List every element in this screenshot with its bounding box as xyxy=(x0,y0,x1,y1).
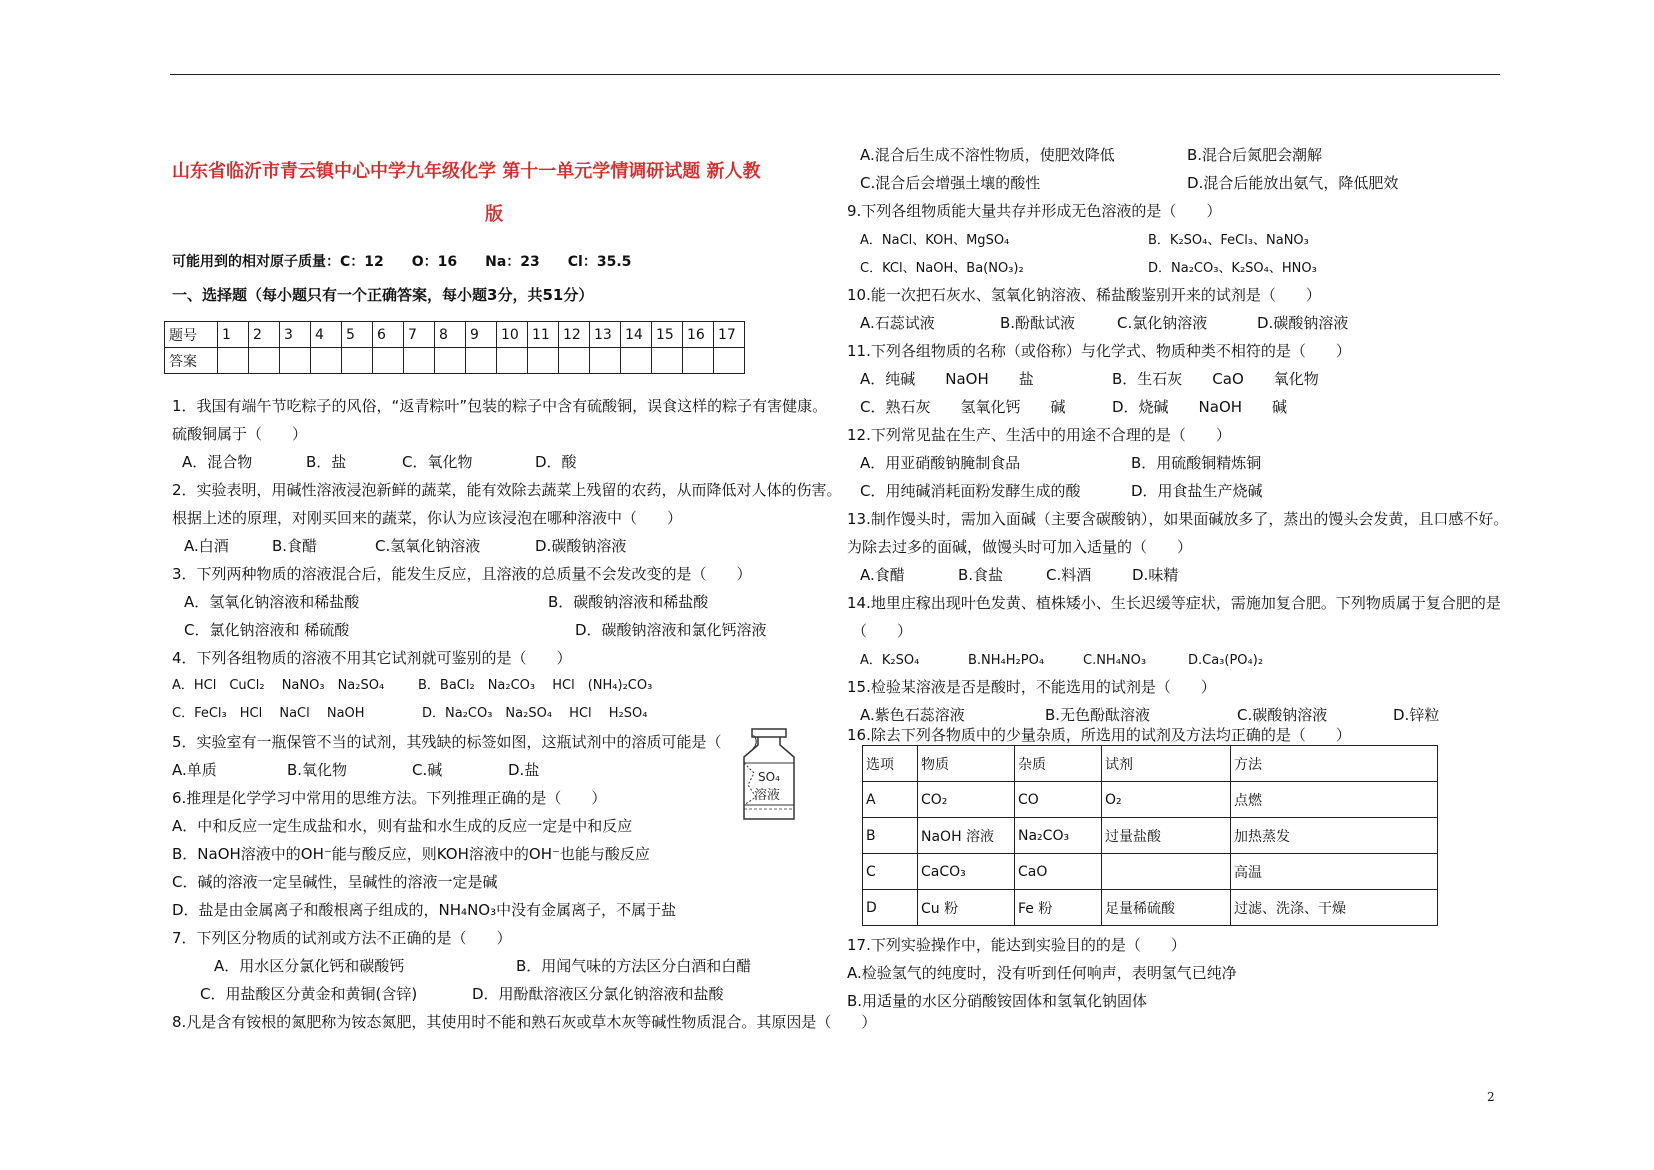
section-heading: 一、选择题（每小题只有一个正确答案，每小题3分，共51分） xyxy=(172,286,594,304)
question-10: 10.能一次把石灰水、氢氧化钠溶液、稀盐酸鉴别开来的试剂是（ ） xyxy=(847,286,1321,304)
option: A．K₂SO₄ xyxy=(860,653,920,668)
option: A.石蕊试液 xyxy=(860,314,935,332)
table-header-cell: 杂质 xyxy=(1015,746,1102,782)
question-2: 2．实验表明，用碱性溶液浸泡新鲜的蔬菜，能有效除去蔬菜上残留的农药，从而降低对人体的伤害。 xyxy=(172,481,842,499)
table-cell: Cu 粉 xyxy=(918,890,1015,926)
option: B.酚酞试液 xyxy=(1000,314,1076,332)
answer-table xyxy=(164,321,745,374)
option: B.氧化物 xyxy=(287,761,348,779)
table-row xyxy=(863,854,1438,890)
answer-cell[interactable] xyxy=(714,348,745,374)
header-rule xyxy=(170,74,1500,75)
page-title-cont: 版 xyxy=(485,204,503,225)
answer-cell[interactable] xyxy=(373,348,404,374)
table-cell: 高温 xyxy=(1231,854,1438,890)
option: D．用食盐生产烧碱 xyxy=(1131,482,1263,500)
question-13: 13.制作馒头时，需加入面碱（主要含碳酸钠），如果面碱放多了，蒸出的馒头会发黄，且口感不好。 xyxy=(847,510,1509,528)
table-cell: 过量盐酸 xyxy=(1102,818,1231,854)
q-number: 11 xyxy=(528,322,559,348)
table-cell: 加热蒸发 xyxy=(1231,818,1438,854)
option: A．纯碱 NaOH 盐 xyxy=(860,370,1034,388)
option: D.锌粒 xyxy=(1393,706,1440,724)
question-4: 4．下列各组物质的溶液不用其它试剂就可鉴别的是（ ） xyxy=(172,649,572,667)
option: C．碱的溶液一定呈碱性，呈碱性的溶液一定是碱 xyxy=(172,873,498,891)
table-cell: CaCO₃ xyxy=(918,854,1015,890)
question-13-cont: 为除去过多的面碱，做馒头时可加入适量的（ ） xyxy=(847,538,1193,556)
question-6: 6.推理是化学学习中常用的思维方法。下列推理正确的是（ ） xyxy=(172,789,607,807)
question-2-cont: 根据上述的原理，对刚买回来的蔬菜，你认为应该浸泡在哪种溶液中（ ） xyxy=(172,509,683,527)
answer-cell[interactable] xyxy=(559,348,590,374)
answer-cell[interactable] xyxy=(404,348,435,374)
question-5: 5．实验室有一瓶保管不当的试剂，其残缺的标签如图，这瓶试剂中的溶质可能是（ ） xyxy=(172,733,767,751)
q-number: 9 xyxy=(466,322,497,348)
option: C.氯化钠溶液 xyxy=(1117,314,1208,332)
option: B.混合后氮肥会潮解 xyxy=(1187,146,1323,164)
answer-cell[interactable] xyxy=(280,348,311,374)
answer-cell[interactable] xyxy=(311,348,342,374)
question-1-cont: 硫酸铜属于（ ） xyxy=(172,425,308,443)
page-title: 山东省临沂市青云镇中心中学九年级化学 第十一单元学情调研试题 新人教 xyxy=(172,161,761,182)
table-cell: C xyxy=(863,854,918,890)
option: C．KCl、NaOH、Ba(NO₃)₂ xyxy=(860,261,1024,276)
answer-cell[interactable] xyxy=(590,348,621,374)
option: A．混合物 xyxy=(182,453,253,471)
option: B．NaOH溶液中的OH⁻能与酸反应，则KOH溶液中的OH⁻也能与酸反应 xyxy=(172,845,650,863)
question-12: 12.下列常见盐在生产、生活中的用途不合理的是（ ） xyxy=(847,426,1231,444)
option: B．BaCl₂ Na₂CO₃ HCl (NH₄)₂CO₃ xyxy=(418,678,653,693)
option: A.白酒 xyxy=(184,537,229,555)
option: A.单质 xyxy=(172,761,217,779)
table-cell: 点燃 xyxy=(1231,782,1438,818)
table-cell: A xyxy=(863,782,918,818)
option: B.无色酚酞溶液 xyxy=(1045,706,1151,724)
option: B．K₂SO₄、FeCl₃、NaNO₃ xyxy=(1148,233,1309,248)
q-number: 10 xyxy=(497,322,528,348)
question-1: 1．我国有端午节吃粽子的风俗，“返青粽叶”包装的粽子中含有硫酸铜，误食这样的粽子有害健康。 xyxy=(172,397,828,415)
q-number: 14 xyxy=(621,322,652,348)
table-row xyxy=(863,818,1438,854)
option: A．用亚硝酸钠腌制食品 xyxy=(860,454,1021,472)
answer-table-label: 题号 xyxy=(165,322,218,348)
option: A．中和反应一定生成盐和水，则有盐和水生成的反应一定是中和反应 xyxy=(172,817,633,835)
option: D．Na₂CO₃ Na₂SO₄ HCl H₂SO₄ xyxy=(422,706,648,721)
option: A．氢氧化钠溶液和稀盐酸 xyxy=(184,593,360,611)
table-row xyxy=(863,890,1438,926)
option: D．碳酸钠溶液和氯化钙溶液 xyxy=(575,621,767,639)
option: B．碳酸钠溶液和稀盐酸 xyxy=(548,593,709,611)
q-number: 13 xyxy=(590,322,621,348)
table-cell: Fe 粉 xyxy=(1015,890,1102,926)
question-9: 9.下列各组物质能大量共存并形成无色溶液的是（ ） xyxy=(847,202,1222,220)
answer-cell[interactable] xyxy=(652,348,683,374)
answer-table-answer-row xyxy=(165,348,745,374)
option: A.紫色石蕊溶液 xyxy=(860,706,965,724)
bottle-label-solution: 溶液 xyxy=(754,788,781,803)
q-number: 8 xyxy=(435,322,466,348)
option: D.混合后能放出氨气，降低肥效 xyxy=(1187,174,1399,192)
question-8: 8.凡是含有铵根的氮肥称为铵态氮肥，其使用时不能和熟石灰或草木灰等碱性物质混合。其原因是（ ） xyxy=(172,1013,877,1031)
table-header-cell: 选项 xyxy=(863,746,918,782)
option: A.混合后生成不溶性物质，使肥效降低 xyxy=(860,146,1115,164)
q-number: 5 xyxy=(342,322,373,348)
option: C．FeCl₃ HCl NaCl NaOH xyxy=(172,706,365,721)
answer-cell[interactable] xyxy=(683,348,714,374)
table-cell: CaO xyxy=(1015,854,1102,890)
q-number: 1 xyxy=(218,322,249,348)
option: C.料酒 xyxy=(1046,566,1092,584)
question-7: 7．下列区分物质的试剂或方法不正确的是（ ） xyxy=(172,929,512,947)
option: C．熟石灰 氢氧化钙 碱 xyxy=(860,398,1066,416)
question-3: 3．下列两种物质的溶液混合后，能发生反应，且溶液的总质量不会发改变的是（ ） xyxy=(172,565,752,583)
q-number: 2 xyxy=(249,322,280,348)
option: D.盐 xyxy=(508,761,540,779)
option: C．氯化钠溶液和 稀硫酸 xyxy=(184,621,350,639)
table-header-cell: 试剂 xyxy=(1102,746,1231,782)
table-header-row xyxy=(863,746,1438,782)
question-11: 11.下列各组物质的名称（或俗称）与化学式、物质种类不相符的是（ ） xyxy=(847,342,1351,360)
answer-cell[interactable] xyxy=(466,348,497,374)
table-cell: O₂ xyxy=(1102,782,1231,818)
answer-cell[interactable] xyxy=(497,348,528,374)
option: D.碳酸钠溶液 xyxy=(1257,314,1349,332)
table-cell: 足量稀硫酸 xyxy=(1102,890,1231,926)
q-number: 4 xyxy=(311,322,342,348)
option: B．用硫酸铜精炼铜 xyxy=(1131,454,1262,472)
option: D．用酚酞溶液区分氯化钠溶液和盐酸 xyxy=(472,985,724,1003)
answer-cell[interactable] xyxy=(435,348,466,374)
option: B.食醋 xyxy=(272,537,318,555)
option: D．烧碱 NaOH 碱 xyxy=(1112,398,1288,416)
question-16: 16.除去下列各物质中的少量杂质，所选用的试剂及方法均正确的是（ ） xyxy=(847,726,1351,744)
option: D．Na₂CO₃、K₂SO₄、HNO₃ xyxy=(1148,261,1317,276)
q-number: 16 xyxy=(683,322,714,348)
reagent-bottle-image xyxy=(738,727,800,823)
option: C.碳酸钠溶液 xyxy=(1237,706,1328,724)
q16-options-table xyxy=(862,745,1438,926)
option: D．酸 xyxy=(535,453,577,471)
option: D.Ca₃(PO₄)₂ xyxy=(1188,653,1264,668)
option: B．用闻气味的方法区分白酒和白醋 xyxy=(516,957,752,975)
table-cell: D xyxy=(863,890,918,926)
option: A.检验氢气的纯度时，没有听到任何响声，表明氢气已纯净 xyxy=(847,964,1237,982)
q-number: 6 xyxy=(373,322,404,348)
option: C.氢氧化钠溶液 xyxy=(375,537,481,555)
option: C.混合后会增强土壤的酸性 xyxy=(860,174,1041,192)
table-header-cell: 方法 xyxy=(1231,746,1438,782)
option: C．用纯碱消耗面粉发酵生成的酸 xyxy=(860,482,1081,500)
bottle-label-formula: SO₄ xyxy=(758,770,780,784)
question-15: 15.检验某溶液是否是酸时，不能选用的试剂是（ ） xyxy=(847,678,1216,696)
option: B.NH₄H₂PO₄ xyxy=(968,653,1045,668)
atomic-masses: 可能用到的相对原子质量：C：12 O：16 Na：23 Cl：35.5 xyxy=(172,254,632,270)
q-number: 17 xyxy=(714,322,745,348)
option: C.碱 xyxy=(412,761,443,779)
option: B．盐 xyxy=(306,453,347,471)
answer-cell[interactable] xyxy=(342,348,373,374)
question-17: 17.下列实验操作中，能达到实验目的的是（ ） xyxy=(847,936,1186,954)
option: B.食盐 xyxy=(958,566,1004,584)
option: D.味精 xyxy=(1132,566,1179,584)
option: A.食醋 xyxy=(860,566,905,584)
option: A．用水区分氯化钙和碳酸钙 xyxy=(214,957,405,975)
table-header-cell: 物质 xyxy=(918,746,1015,782)
table-cell xyxy=(1102,854,1231,890)
answer-cell[interactable] xyxy=(621,348,652,374)
option: A．HCl CuCl₂ NaNO₃ Na₂SO₄ xyxy=(172,678,385,693)
option: B．生石灰 CaO 氧化物 xyxy=(1112,370,1319,388)
option: D．盐是由金属离子和酸根离子组成的，NH₄NO₃中没有金属离子，不属于盐 xyxy=(172,901,677,919)
q-number: 7 xyxy=(404,322,435,348)
table-cell: CO₂ xyxy=(918,782,1015,818)
table-cell: CO xyxy=(1015,782,1102,818)
table-cell: 过滤、洗涤、干燥 xyxy=(1231,890,1438,926)
question-14: 14.地里庄稼出现叶色发黄、植株矮小、生长迟缓等症状，需施加复合肥。下列物质属于复合肥的是 xyxy=(847,594,1501,612)
q-number: 3 xyxy=(280,322,311,348)
table-cell: NaOH 溶液 xyxy=(918,818,1015,854)
q-number: 15 xyxy=(652,322,683,348)
table-cell: Na₂CO₃ xyxy=(1015,818,1102,854)
answer-table-label: 答案 xyxy=(165,348,218,374)
answer-cell[interactable] xyxy=(528,348,559,374)
answer-table-header-row xyxy=(165,322,745,348)
q-number: 12 xyxy=(559,322,590,348)
option: A．NaCl、KOH、MgSO₄ xyxy=(860,233,1010,248)
question-14-cont: （ ） xyxy=(852,622,913,640)
table-cell: B xyxy=(863,818,918,854)
option: B.用适量的水区分硝酸铵固体和氢氧化钠固体 xyxy=(847,992,1148,1010)
option: C．用盐酸区分黄金和黄铜(含锌) xyxy=(200,985,418,1003)
answer-cell[interactable] xyxy=(249,348,280,374)
page-number: 2 xyxy=(1487,1090,1495,1104)
option: D.碳酸钠溶液 xyxy=(535,537,627,555)
answer-cell[interactable] xyxy=(218,348,249,374)
option: C．氧化物 xyxy=(402,453,473,471)
table-row xyxy=(863,782,1438,818)
option: C.NH₄NO₃ xyxy=(1083,653,1147,668)
